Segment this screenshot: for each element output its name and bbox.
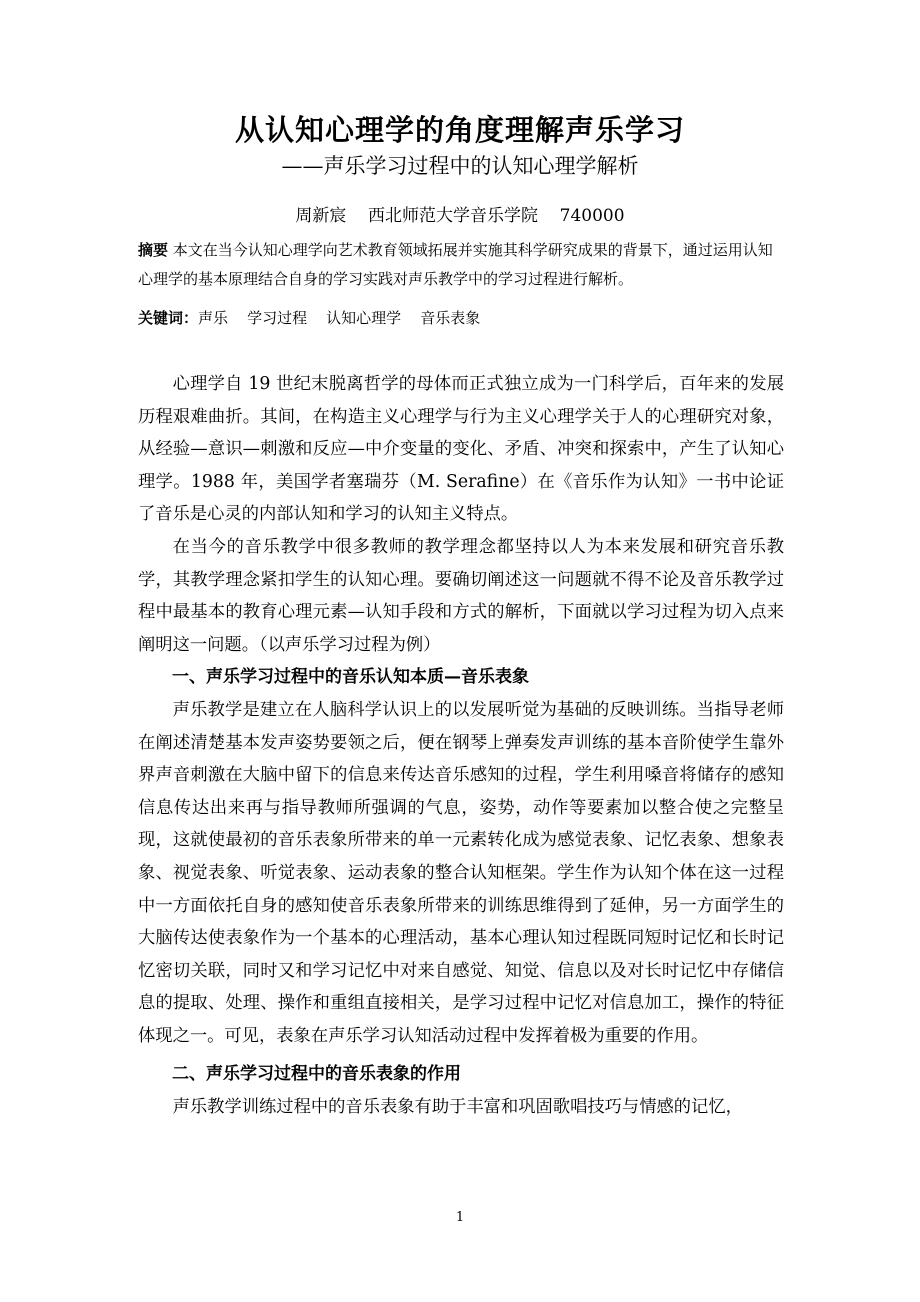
keywords	[138, 304, 784, 332]
keywords-text: 声乐 学习过程 认知心理学 音乐表象	[198, 309, 481, 327]
paper-title: 从认知心理学的角度理解声乐学习	[234, 113, 685, 147]
paper-subtitle: ——声乐学习过程中的认知心理学解析	[281, 154, 639, 178]
abstract	[138, 236, 784, 294]
paragraph: 心理学自 19 世纪末脱离哲学的母体而正式独立成为一门科学后，百年来的发展历程艰难曲折。其间，在构造主义心理学与行为主义心理学关于人的心理研究对象，从经验—意识—刺激和反应—中介变量的变化、矛盾、冲突和探索中，产生了认知心理学。1988 年，美国学者塞瑞芬（M. Serafine）在《音乐作为认知》一书中论证了音乐是心灵的内部认知和学习的认知主义特点。	[138, 374, 784, 525]
author-line: 周新宸 西北师范大学音乐学院 740000	[295, 206, 625, 226]
section-heading: 一、声乐学习过程中的音乐认知本质—音乐表象	[172, 667, 529, 688]
page-number: 1	[455, 1210, 465, 1225]
body-text	[138, 368, 784, 1124]
paragraph: 声乐教学训练过程中的音乐表象有助于丰富和巩固歌唱技巧与情感的记忆，	[172, 1097, 743, 1118]
abstract-label: 摘要	[138, 241, 169, 259]
paragraph: 在当今的音乐教学中很多教师的教学理念都坚持以人为本来发展和研究音乐教学，其教学理念紧扣学生的认知心理。要确切阐述这一问题就不得不论及音乐教学过程中最基本的教育心理元素—认知手段和方式的解析，下面就以学习过程为切入点来阐明这一问题。（以声乐学习过程为例）	[138, 536, 784, 655]
paragraph: 声乐教学是建立在人脑科学认识上的以发展听觉为基础的反映训练。当指导老师在阐述清楚基本发声姿势要领之后，便在钢琴上弹奏发声训练的基本音阶使学生靠外界声音刺激在大脑中留下的信息来传达音乐感知的过程，学生利用嗓音将储存的感知信息传达出来再与指导教师所强调的气息，姿势，动作等要素加以整合使之完整呈现，这就使最初的音乐表象所带来的单一元素转化成为感觉表象、记忆表象、想象表象、视觉表象、听觉表象、运动表象的整合认知框架。学生作为认知个体在这一过程中一方面依托自身的感知使音乐表象所带来的训练思维得到了延伸，另一方面学生的大脑传达使表象作为一个基本的心理活动，基本心理认知过程既同短时记忆和长时记忆密切关联，同时又和学习记忆中对来自感觉、知觉、信息以及对长时记忆中存储信息的提取、处理、操作和重组直接相关，是学习过程中记忆对信息加工，操作的特征体现之一。可见，表象在声乐学习认知活动过程中发挥着极为重要的作用。	[138, 699, 784, 1046]
abstract-text: 本文在当今认知心理学向艺术教育领域拓展并实施其科学研究成果的背景下，通过运用认知心理学的基本原理结合自身的学习实践对声乐教学中的学习过程进行解析。	[138, 241, 773, 288]
section-heading: 二、声乐学习过程中的音乐表象的作用	[172, 1064, 461, 1085]
keywords-label: 关键词：	[138, 309, 199, 327]
